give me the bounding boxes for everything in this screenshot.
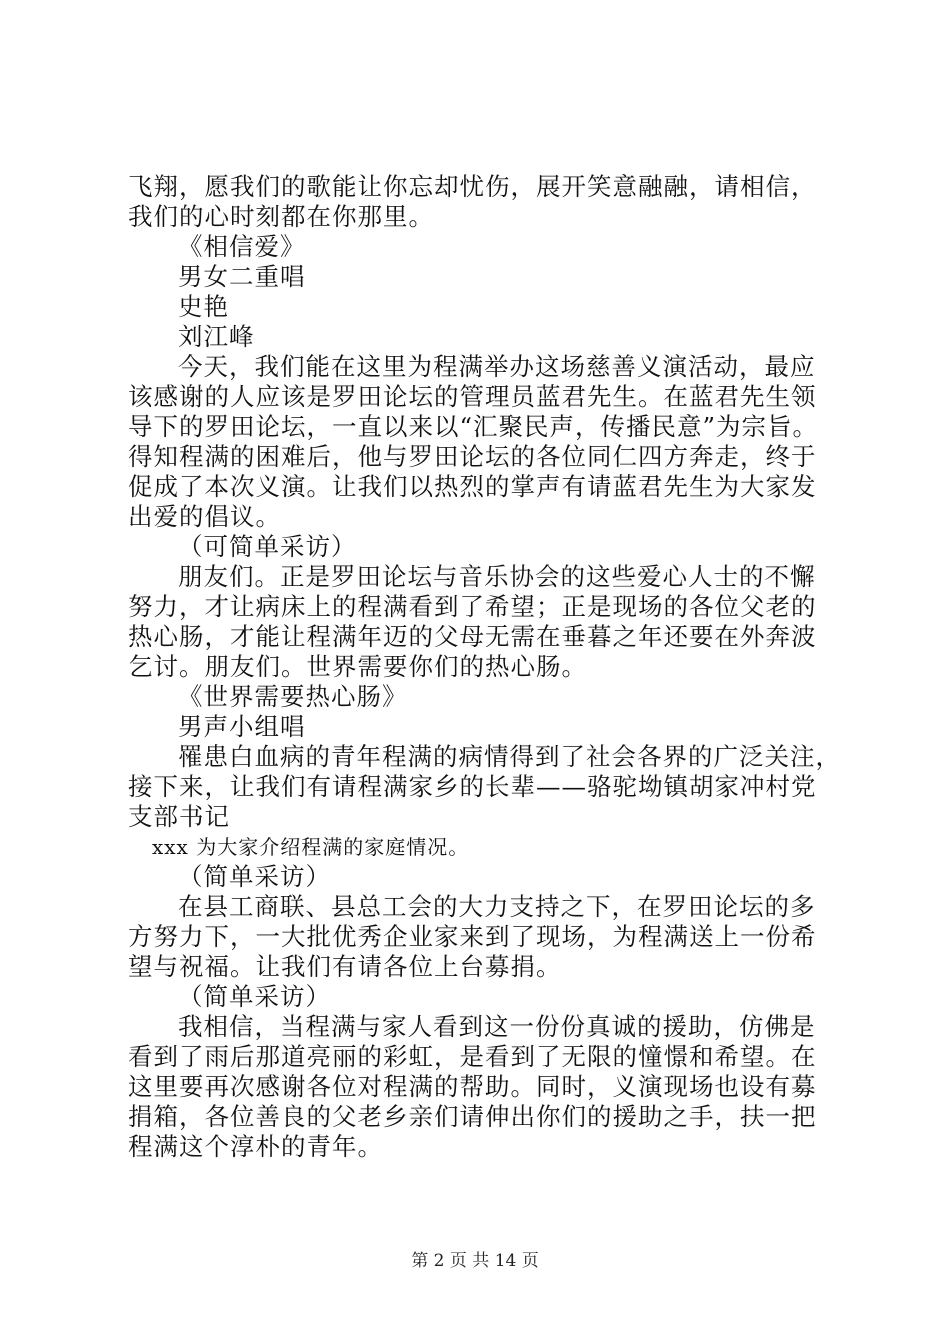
text-line: 努力，才让病床上的程满看到了希望；正是现场的各位父老的 <box>128 592 817 621</box>
text-line: （简单采访） <box>178 982 331 1011</box>
text-line: 捐箱，各位善良的父老乡亲们请伸出你们的援助之手，扶一把 <box>128 1102 817 1131</box>
text-line: 史艳 <box>178 292 229 321</box>
text-line: 促成了本次义演。让我们以热烈的掌声有请蓝君先生为大家发 <box>128 472 817 501</box>
text-line: 热心肠，才能让程满年迈的父母无需在垂暮之年还要在外奔波 <box>128 622 817 651</box>
text-line: 《世界需要热心肠》 <box>178 682 408 711</box>
text-line: xxx 为大家介绍程满的家庭情况。 <box>152 835 470 859</box>
text-line: 飞翔，愿我们的歌能让你忘却忧伤，展开笑意融融，请相信， <box>128 172 817 201</box>
text-line: 得知程满的困难后，他与罗田论坛的各位同仁四方奔走，终于 <box>128 442 817 471</box>
text-line: 这里要再次感谢各位对程满的帮助。同时，义演现场也设有募 <box>128 1072 817 1101</box>
text-line: 该感谢的人应该是罗田论坛的管理员蓝君先生。在蓝君先生领 <box>128 382 817 411</box>
page-footer: 第 2 页 共 14 页 <box>411 1251 539 1271</box>
text-line: （可简单采访） <box>178 532 357 561</box>
text-line: （简单采访） <box>178 862 331 891</box>
text-line: 罹患白血病的青年程满的病情得到了社会各界的广泛关注， <box>178 742 841 771</box>
document-body <box>128 172 844 1162</box>
text-line: 出爱的倡议。 <box>128 502 281 531</box>
text-line: 看到了雨后那道亮丽的彩虹，是看到了无限的憧憬和希望。在 <box>128 1042 817 1071</box>
text-line: 《相信爱》 <box>178 232 306 261</box>
text-line: 乞讨。朋友们。世界需要你们的热心肠。 <box>128 652 587 681</box>
text-line: 接下来，让我们有请程满家乡的长辈——骆驼坳镇胡家冲村党 <box>128 772 817 801</box>
text-line: 在县工商联、县总工会的大力支持之下，在罗田论坛的多 <box>178 892 816 921</box>
text-line: 我们的心时刻都在你那里。 <box>128 202 434 231</box>
text-line: 今天，我们能在这里为程满举办这场慈善义演活动，最应 <box>178 352 816 381</box>
text-line: 支部书记 <box>128 802 230 831</box>
text-line: 刘江峰 <box>178 322 255 351</box>
text-line: 我相信，当程满与家人看到这一份份真诚的援助，仿佛是 <box>178 1012 816 1041</box>
text-line: 程满这个淳朴的青年。 <box>128 1132 383 1161</box>
text-line: 朋友们。正是罗田论坛与音乐协会的这些爱心人士的不懈 <box>178 562 816 591</box>
text-line: 望与祝福。让我们有请各位上台募捐。 <box>128 952 562 981</box>
text-line: 方努力下，一大批优秀企业家来到了现场，为程满送上一份希 <box>128 922 817 951</box>
text-line: 导下的罗田论坛，一直以来以“汇聚民声，传播民意”为宗旨。 <box>128 412 819 441</box>
text-line: 男声小组唱 <box>178 712 306 741</box>
text-line: 男女二重唱 <box>178 262 306 291</box>
